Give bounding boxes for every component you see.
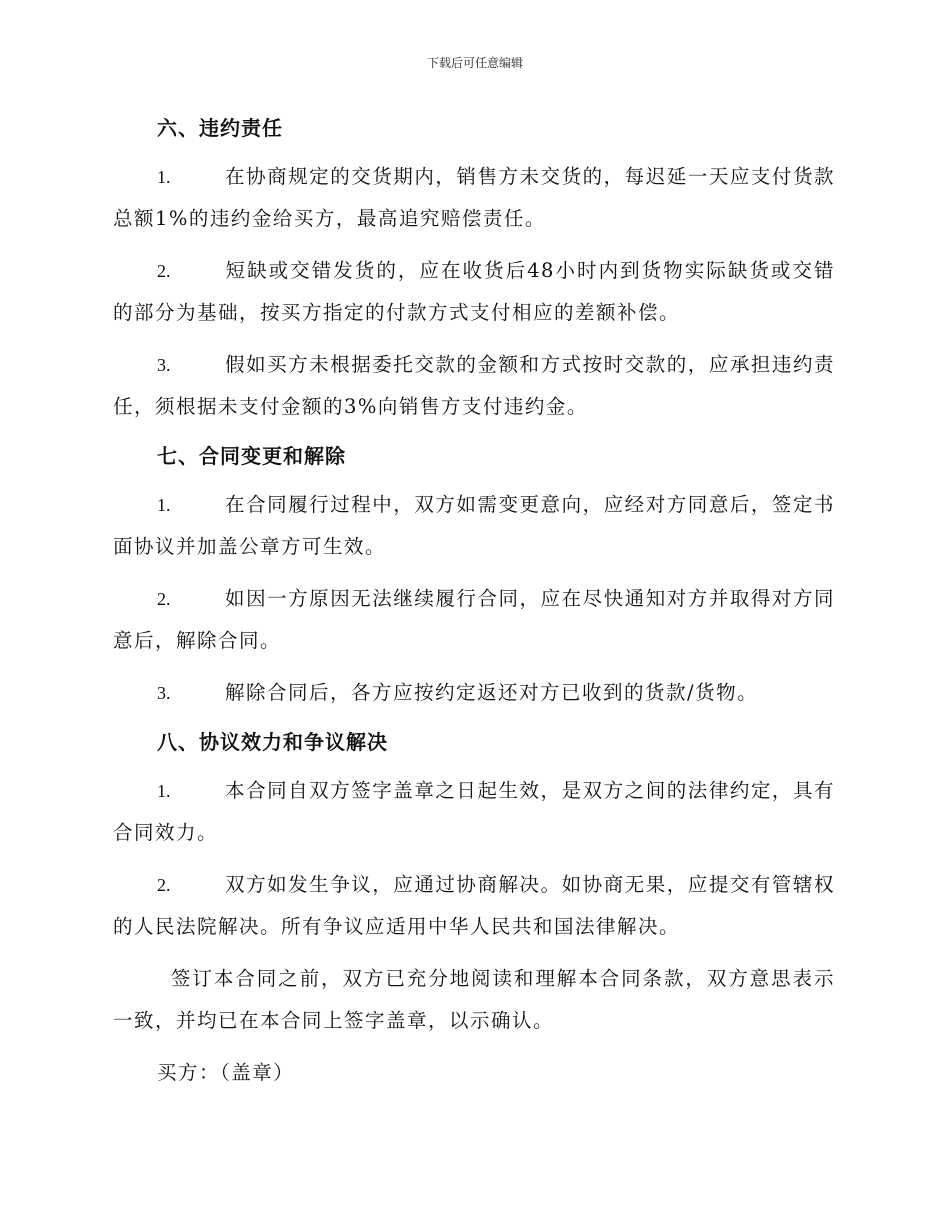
clause-text: 双方如发生争议，应通过协商解决。如协商无果，应提交有管辖权的人民法院解决。所有争议应适用中华人民共和国法律解决。 xyxy=(113,873,835,938)
clause-text: 在协商规定的交货期内，销售方未交货的，每迟延一天应支付货款总额1%的违约金给买方，最高追究赔偿责任。 xyxy=(113,165,835,230)
section-title-change-termination: 七、合同变更和解除 xyxy=(157,444,346,468)
clause-item xyxy=(113,672,835,714)
clause-number: 2. xyxy=(157,875,171,895)
clause-number: 2. xyxy=(157,589,171,609)
clause-text: 假如买方未根据委托交款的金额和方式按时交款的，应承担违约责任，须根据未支付金额的3%向销售方支付违约金。 xyxy=(113,353,835,418)
clause-number: 1. xyxy=(157,167,171,187)
clause-number: 3. xyxy=(157,355,171,375)
clause-text: 在合同履行过程中，双方如需变更意向，应经对方同意后，签定书面协议并加盖公章方可生效。 xyxy=(113,493,835,558)
clause-item xyxy=(113,770,835,854)
clause-item xyxy=(113,344,835,428)
clause-item xyxy=(113,864,835,948)
clause-number: 3. xyxy=(157,683,171,703)
clause-number: 2. xyxy=(157,261,171,281)
document-body xyxy=(113,108,835,1094)
clause-number: 1. xyxy=(157,495,171,515)
clause-item xyxy=(113,484,835,568)
clause-item xyxy=(113,156,835,240)
clause-item xyxy=(113,578,835,662)
section-title-validity-dispute: 八、协议效力和争议解决 xyxy=(157,730,388,754)
clause-text: 解除合同后，各方应按约定返还对方已收到的货款/货物。 xyxy=(225,681,759,704)
clause-text: 本合同自双方签字盖章之日起生效，是双方之间的法律约定，具有合同效力。 xyxy=(113,779,835,844)
clause-text: 如因一方原因无法继续履行合同，应在尽快通知对方并取得对方同意后，解除合同。 xyxy=(113,587,835,652)
closing-statement: 签订本合同之前，双方已充分地阅读和理解本合同条款，双方意思表示一致，并均已在本合同上签字盖章，以示确认。 xyxy=(113,967,835,1032)
buyer-signature-line: 买方：（盖章） xyxy=(157,1061,295,1084)
clause-number: 1. xyxy=(157,781,171,801)
clause-text: 短缺或交错发货的，应在收货后48小时内到货物实际缺货或交错的部分为基础，按买方指定的付款方式支付相应的差额补偿。 xyxy=(113,259,835,324)
page-header: 下载后可任意编辑 xyxy=(426,56,523,70)
clause-item xyxy=(113,250,835,334)
section-title-breach: 六、违约责任 xyxy=(157,116,283,140)
